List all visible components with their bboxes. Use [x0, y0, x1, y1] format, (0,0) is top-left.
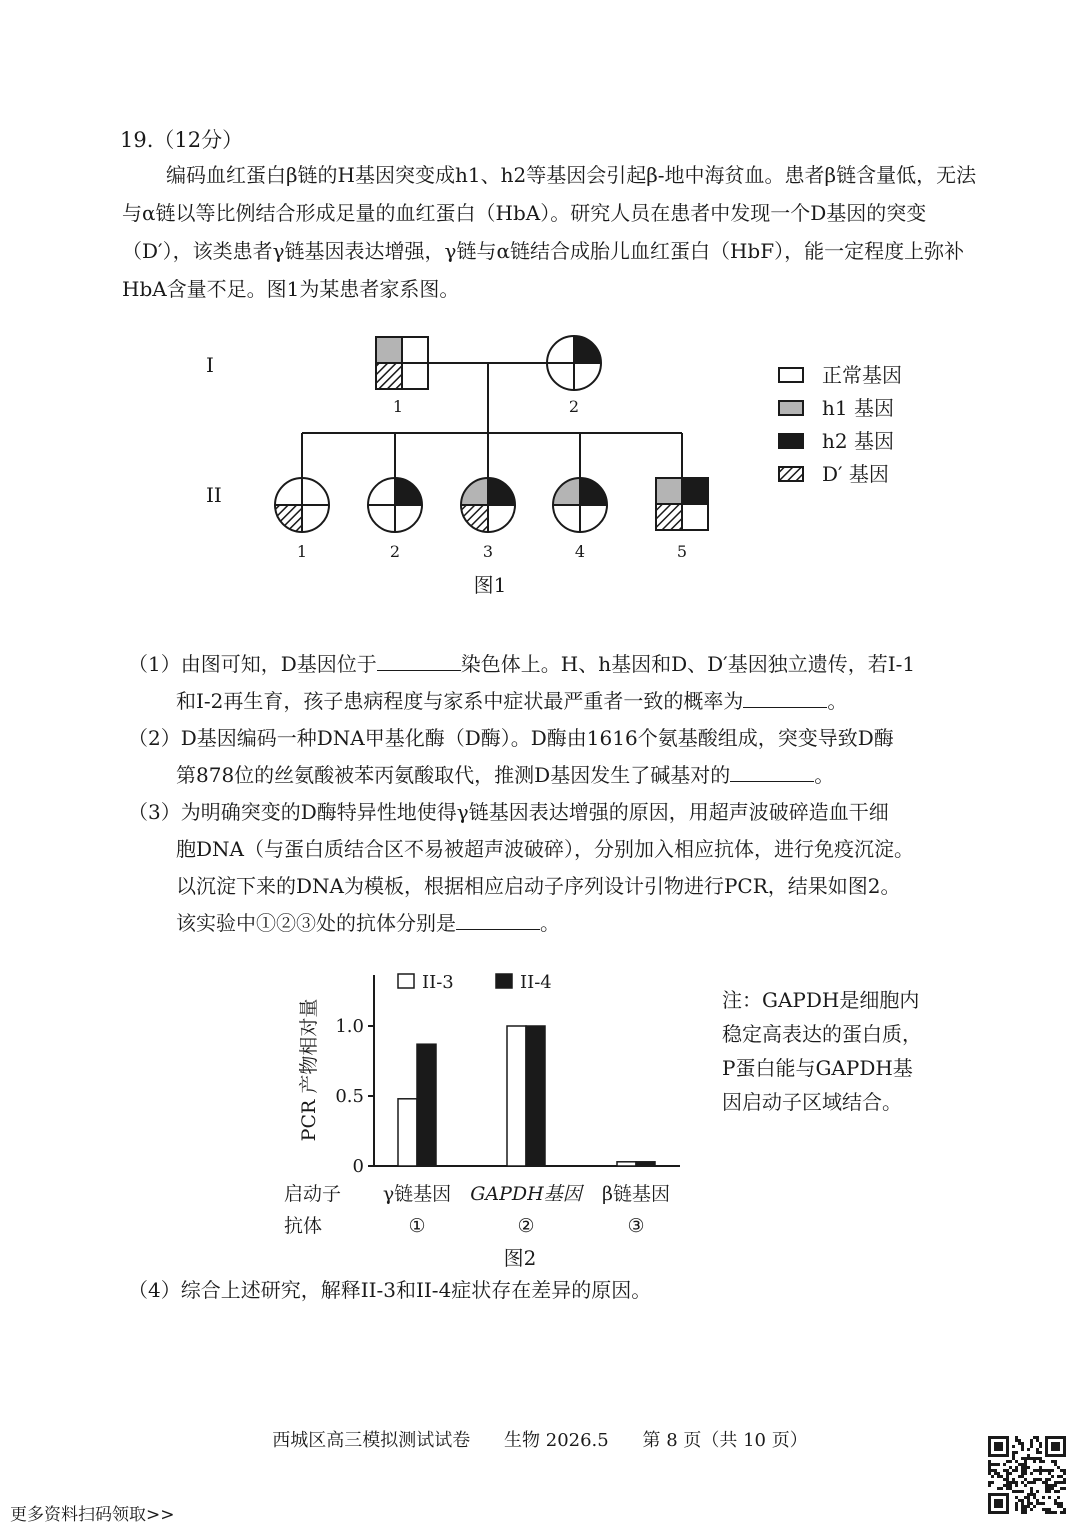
q1-line1: （1）由图可知，D基因位于 染色体上。H、h基因和D、D′基因独立遗传，若I-1 — [128, 652, 916, 676]
figure-note: 注：GAPDH是细胞内 稳定高表达的蛋白质， P蛋白能与GAPDH基 因启动子区域结合。 — [722, 988, 922, 1114]
q3-blank[interactable] — [456, 909, 540, 930]
pcr-bar-chart — [270, 960, 700, 1280]
bar-II-3-2 — [617, 1162, 636, 1166]
individual-I-2 — [547, 336, 601, 390]
q1-blank-1[interactable] — [377, 650, 461, 671]
y-tick-label: 1.0 — [335, 1016, 364, 1037]
more-resources-link[interactable]: 更多资料扫码领取>> — [10, 1505, 175, 1525]
legend-label-h2: h2 基因 — [822, 429, 894, 453]
y-axis-label: PCR 产物相对量 — [298, 998, 320, 1142]
bar-II-3-0 — [398, 1099, 417, 1166]
q4: （4）综合上述研究，解释II-3和II-4症状存在差异的原因。 — [128, 1278, 652, 1302]
pedigree-figure — [0, 300, 1080, 610]
number-II-1: 1 — [296, 542, 308, 561]
row-label-antibody: 抗体 — [284, 1215, 323, 1237]
q1-blank-2[interactable] — [743, 687, 827, 708]
qr-code-icon[interactable] — [988, 1436, 1066, 1514]
subquestions-block — [128, 646, 990, 942]
antibody-label: ② — [517, 1215, 535, 1237]
individual-II-2 — [368, 478, 422, 532]
figure-2-caption: 图2 — [503, 1246, 537, 1270]
question-intro: 编码血红蛋白β链的H基因突变成h1、h2等基因会引起β-地中海贫血。患者β链含量低，无法与α链以等比例结合形成足量的血红蛋白（HbA）。研究人员在患者中发现一个D基因的突变（D′），该类患者γ链基因表达增强，γ链与α链结合成胎儿血红蛋白（HbF），能一定程度上弥补HbA含量不足。图1为某患者家系图。 — [122, 163, 977, 301]
individual-I-1 — [376, 337, 428, 389]
category-label: γ链基因 — [382, 1183, 452, 1205]
legend-label-normal: 正常基因 — [822, 363, 902, 387]
number-II-2: 2 — [389, 542, 401, 561]
bar-II-4-0 — [417, 1044, 436, 1166]
bar-II-3-1 — [507, 1026, 526, 1166]
bar-II-4-1 — [526, 1026, 545, 1166]
q3-line2: 胞DNA（与蛋白质结合区不易被超声波破碎），分别加入相应抗体，进行免疫沉淀。 — [176, 837, 914, 861]
category-label: β链基因 — [602, 1183, 670, 1205]
pedigree-lines — [302, 363, 682, 478]
individual-II-3 — [461, 478, 515, 532]
legend-label-h1: h1 基因 — [822, 396, 894, 420]
legend-swatch-II-4 — [496, 974, 512, 988]
category-label: GAPDH基因 — [470, 1183, 582, 1205]
q3-line1: （3）为明确突变的D酶特异性地使得γ链基因表达增强的原因，用超声波破碎造血干细 — [128, 800, 889, 824]
y-tick-label: 0 — [352, 1156, 364, 1177]
footer-exam: 西城区高三模拟测试试卷 — [272, 1430, 471, 1451]
antibody-label: ① — [408, 1215, 426, 1237]
number-II-3: 3 — [482, 542, 494, 561]
number-I-1: 1 — [392, 397, 404, 416]
footer-page: 第 8 页（共 10 页） — [642, 1430, 808, 1451]
pedigree-legend — [779, 363, 902, 486]
individual-II-1 — [275, 478, 329, 532]
q3-line4: 该实验中①②③处的抗体分别是 。 — [176, 911, 560, 935]
individual-II-4 — [553, 478, 607, 532]
q1-line2: 和I-2再生育，孩子患病程度与家系中症状最严重者一致的概率为 。 — [176, 689, 848, 713]
generation-label-I: I — [206, 353, 214, 377]
legend-swatch-h1 — [779, 401, 803, 415]
legend-swatch-h2 — [779, 434, 803, 448]
number-II-4: 4 — [574, 542, 586, 561]
legend-label-dprime: D′ 基因 — [822, 462, 889, 486]
legend-swatch-II-3 — [398, 974, 414, 988]
q2-line1: （2）D基因编码一种DNA甲基化酶（D酶）。D酶由1616个氨基酸组成，突变导致D酶 — [128, 726, 894, 750]
antibody-label: ③ — [627, 1215, 645, 1237]
page-footer — [0, 1426, 1080, 1452]
legend-swatch-normal — [779, 368, 803, 382]
legend-swatch-dprime — [779, 467, 803, 481]
individual-II-5 — [656, 478, 708, 530]
generation-label-II: II — [206, 483, 222, 507]
legend-label-II-4: II-4 — [520, 972, 552, 993]
number-II-5: 5 — [676, 542, 688, 561]
footer-subject: 生物 2026.5 — [504, 1430, 609, 1451]
number-I-2: 2 — [568, 397, 580, 416]
question-number: 19.（12分） — [120, 128, 244, 152]
bar-II-4-2 — [636, 1162, 655, 1166]
q2-blank[interactable] — [730, 761, 814, 782]
row-label-promoter: 启动子 — [284, 1183, 342, 1205]
legend-label-II-3: II-3 — [422, 972, 454, 993]
y-tick-label: 0.5 — [335, 1086, 364, 1107]
figure-1-caption: 图1 — [473, 573, 507, 597]
q2-line2: 第878位的丝氨酸被苯丙氨酸取代，推测D基因发生了碱基对的 。 — [176, 763, 835, 787]
q3-line3: 以沉淀下来的DNA为模板，根据相应启动子序列设计引物进行PCR，结果如图2。 — [176, 874, 901, 898]
